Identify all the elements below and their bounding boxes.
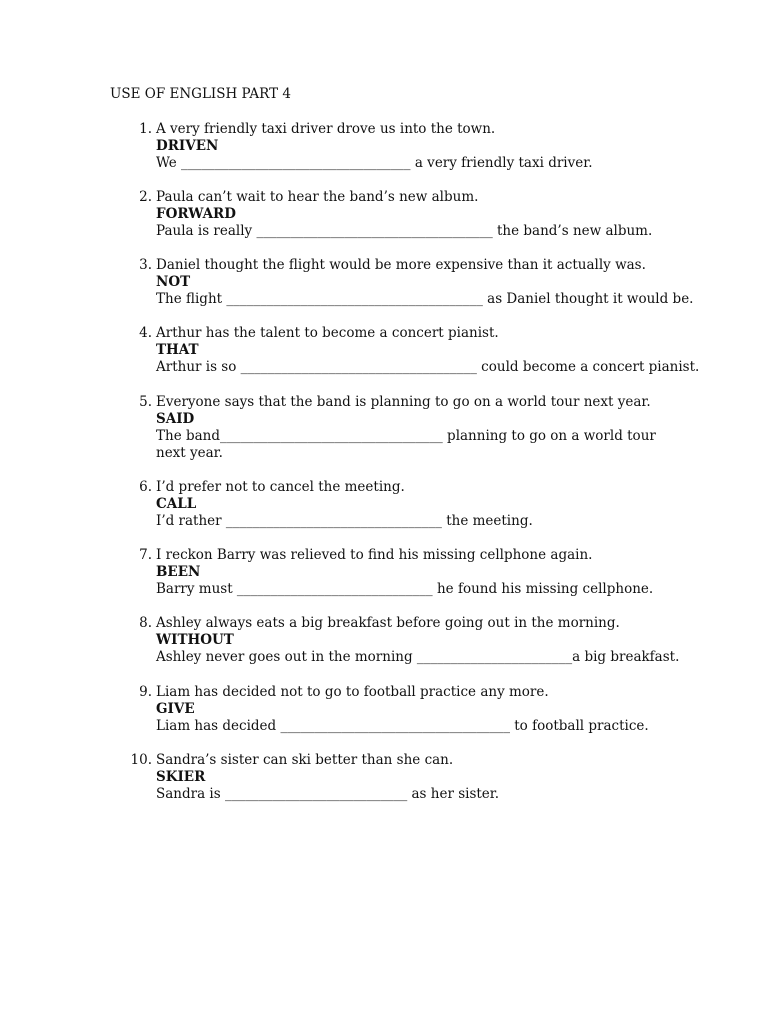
original-sentence: Daniel thought the flight would be more expensive than it actually was.: [156, 257, 646, 273]
key-word: BEEN: [156, 564, 201, 580]
question-number: 8.: [139, 615, 152, 631]
question-number: 1.: [139, 121, 152, 137]
transformation-prompt: Paula is really ___________________________________ the band’s new album.: [156, 223, 653, 239]
key-word: FORWARD: [156, 206, 236, 222]
key-word: THAT: [156, 342, 199, 358]
question-content: [156, 752, 676, 803]
transformation-prompt: The flight ______________________________________ as Daniel thought it would be.: [156, 291, 694, 307]
key-word: GIVE: [156, 701, 195, 717]
original-sentence: Ashley always eats a big breakfast before going out in the morning.: [156, 615, 620, 631]
transformation-prompt: Ashley never goes out in the morning _______________________a big breakfast.: [156, 649, 680, 665]
question-content: [156, 121, 676, 172]
question-content: [156, 394, 676, 462]
key-word: NOT: [156, 274, 191, 290]
question-content: [156, 479, 676, 530]
transformation-prompt: Barry must _____________________________ he found his missing cellphone.: [156, 581, 654, 597]
transformation-prompt: We __________________________________ a very friendly taxi driver.: [156, 155, 593, 171]
question-number: 2.: [139, 189, 152, 205]
original-sentence: Arthur has the talent to become a concert pianist.: [156, 325, 499, 341]
question-number: 10.: [130, 752, 152, 768]
transformation-prompt: Arthur is so ___________________________________ could become a concert pianist.: [156, 359, 700, 375]
transformation-prompt: The band_________________________________ planning to go on a world tour next year.: [156, 428, 656, 461]
original-sentence: I’d prefer not to cancel the meeting.: [156, 479, 405, 495]
transformation-prompt: Sandra is ___________________________ as her sister.: [156, 786, 500, 802]
page-title: USE OF ENGLISH PART 4: [110, 86, 291, 102]
question-content: [156, 189, 676, 240]
question-number: 9.: [139, 684, 152, 700]
question-number: 7.: [139, 547, 152, 563]
key-word: DRIVEN: [156, 138, 219, 154]
original-sentence: I reckon Barry was relieved to find his missing cellphone again.: [156, 547, 593, 563]
original-sentence: Everyone says that the band is planning to go on a world tour next year.: [156, 394, 651, 410]
transformation-prompt: I’d rather ________________________________ the meeting.: [156, 513, 533, 529]
key-word: CALL: [156, 496, 197, 512]
question-content: [156, 257, 694, 308]
question-content: [156, 325, 700, 376]
question-content: [156, 615, 680, 666]
question-number: 5.: [139, 394, 152, 410]
key-word: SAID: [156, 411, 195, 427]
key-word: WITHOUT: [156, 632, 234, 648]
original-sentence: Sandra’s sister can ski better than she can.: [156, 752, 454, 768]
question-number: 3.: [139, 257, 152, 273]
question-number: 4.: [139, 325, 152, 341]
transformation-prompt: Liam has decided __________________________________ to football practice.: [156, 718, 649, 734]
question-content: [156, 547, 676, 598]
key-word: SKIER: [156, 769, 206, 785]
question-content: [156, 684, 676, 735]
question-number: 6.: [139, 479, 152, 495]
original-sentence: Paula can’t wait to hear the band’s new album.: [156, 189, 479, 205]
original-sentence: Liam has decided not to go to football practice any more.: [156, 684, 549, 700]
original-sentence: A very friendly taxi driver drove us into the town.: [156, 121, 496, 137]
